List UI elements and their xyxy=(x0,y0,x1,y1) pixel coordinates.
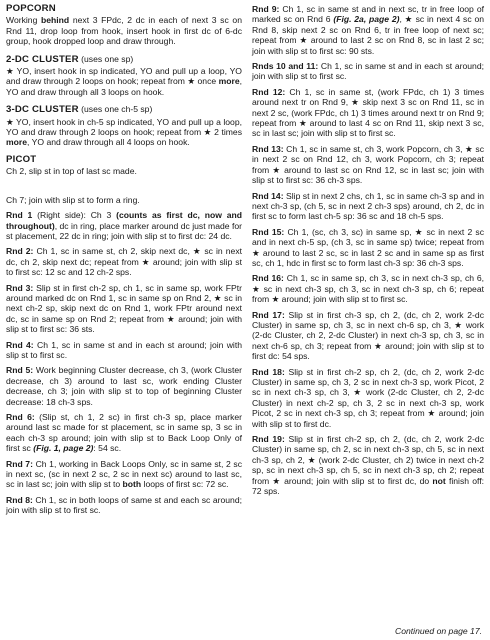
picot-section xyxy=(6,155,242,177)
right-column xyxy=(252,4,484,501)
round-17: Rnd 17: Slip st in first ch-3 sp, ch 2, (dc, ch 2, work 2-dc Cluster) in same sp, ch 3, sc in next ch-6 sp, ch 3, ★ work (2-dc Cluster, ch 2, 2-dc Cluster) in next ch-3 sp, ch 3, sc in next ch-6 sp, ch 3; repeat from ★ around; join with slip st to first dc: 54 sps. xyxy=(252,309,484,362)
dc3-cluster-heading: 3-DC CLUSTER (uses one ch-5 sp) xyxy=(6,104,153,116)
rounds-10-11: Rnds 10 and 11: Ch 1, sc in same st and in each st around; join with slip st to first sc. xyxy=(252,61,484,82)
popcorn-section xyxy=(6,4,242,47)
intro-instruction: Ch 7; join with slip st to form a ring. xyxy=(6,194,140,205)
popcorn-instructions: Working behind next 3 FPdc, 2 dc in each of next 3 sc on Rnd 11, drop loop from hook, insert hook in first dc of 6-dc group, hook dropped loop and draw through. xyxy=(6,15,242,47)
popcorn-heading: POPCORN xyxy=(6,3,56,14)
round-15: Rnd 15: Ch 1, (sc, ch 3, sc) in same sp, ★ sc in next 2 sc and in next ch-5 sp, (ch 3, sc in same sp) twice; repeat from ★ around to last 2 sc, sc in last 2 sc and in same sp as first sc, ch 1, hdc in first sc to form last ch-3 sp: 36 ch-3 sps. xyxy=(252,226,485,268)
round-6: Rnd 6: (Slip st, ch 1, 2 sc) in first ch-3 sp, place marker around last sc made for st placement, sc in same sp, 3 sc in each ch-3 sp around; join with slip st to Back Loop Only of first sc (Fig. 1, page 2): 54 sc. xyxy=(6,412,243,454)
picot-heading: PICOT xyxy=(6,153,37,165)
dc3-cluster-instructions: ★ YO, insert hook in ch-5 sp indicated, YO and pull up a loop, YO and draw through 2 loops on hook; repeat from ★ 2 times more, YO and draw through all 4 loops on hook. xyxy=(6,116,242,148)
continued-note: Continued on page 17. xyxy=(395,625,482,636)
round-18: Rnd 18: Slip st in first ch-2 sp, ch 2, (dc, ch 2, work 2-dc Cluster) in same sp, ch 3, 2 sc in next ch-3 sp, work Picot, 2 sc in next ch-3 sp, ch 3, ★ work (2-dc Cluster, ch 2, 2-dc Cluster) in next ch-2 sp, ch 3, 2 sc in next ch-3 sp, work Picot, 2 sc in next ch-3 sp, ch 3; repeat from ★ around; join with slip st to first dc. xyxy=(252,366,484,429)
round-16: Rnd 16: Ch 1, sc in same sp, ch 3, sc in next ch-3 sp, ch 6, ★ sc in next ch-3 sp, ch 3, sc in next ch-3 sp, ch 6; repeat from ★ around; join with slip st to first sc. xyxy=(252,273,485,305)
dc3-cluster-section xyxy=(6,104,242,148)
round-2: Rnd 2: Ch 1, sc in same st, ch 2, skip next dc, ★ sc in next dc, ch 2, skip next dc; repeat from ★ around; join with slip st to first sc: 12 sc and 12 ch-2 sps. xyxy=(6,246,243,278)
round-13: Rnd 13: Ch 1, sc in same st, ch 3, work Popcorn, ch 3, ★ sc in next 2 sc on Rnd 12, ch 3, work Popcorn, ch 3; repeat from ★ around to last sc on Rnd 12, sc in last sc; join with slip st to first sc: 36 ch-3 sps. xyxy=(252,143,484,186)
round-7: Rnd 7: Ch 1, working in Back Loops Only, sc in same st, 2 sc in next sc, (sc in next 2 sc, 2 sc in next sc) around to last sc, sc in last sc; join with slip st to both loops of first sc: 72 sc. xyxy=(6,458,243,490)
dc2-cluster-heading: 2-DC CLUSTER (uses one sp) xyxy=(6,53,134,65)
round-9: Rnd 9: Ch 1, sc in same st and in next sc, tr in free loop of marked sc on Rnd 6 (Fig. 2a, page 2), ★ sc in next 4 sc on Rnd 8, skip next 2 sc on Rnd 6, tr in free loop of next sc; repeat from ★ around to last 2 sc on Rnd 8, sc in last 2 sc; join with slip st to first sc: 90 sts. xyxy=(252,4,485,56)
round-19: Rnd 19: Slip st in first ch-2 sp, ch 2, (dc, ch 2, work 2-dc Cluster) in same sp, ch 2, sc in next ch-3 sp, ch 5, sc in next ch-3 sp, ch 2, ★ (work 2-dc Cluster, ch 2) twice in next ch-2 sp, sc in next ch-3 sp, ch 5, sc in next ch-3 sp, ch 2; repeat from ★ around; join with slip st to first dc, do not finish off: 72 sps. xyxy=(252,434,485,497)
round-8: Rnd 8: Ch 1, sc in both loops of same st and each sc around; join with slip st to first sc. xyxy=(6,494,242,516)
dc2-cluster-section xyxy=(6,54,242,98)
round-3: Rnd 3: Slip st in first ch-2 sp, ch 1, sc in same sp, work FPtr around marked dc on Rnd 1, sc in same sp on Rnd 2, ★ sc in next ch-2 sp, skip next dc on Rnd 1, work FPtr around next dc, sc in same sp on Rnd 2; repeat from ★ around; join with slip st to first sc: 36 sts. xyxy=(6,282,242,335)
round-1: Rnd 1 (Right side): Ch 3 (counts as first dc, now and throughout), dc in ring, place marker around dc just made for st placement, 22 dc in ring; join with slip st to first dc: 24 dc. xyxy=(6,210,242,241)
round-5: Rnd 5: Work beginning Cluster decrease, ch 3, (work Cluster decrease, ch 3) around to last sc, work ending Cluster decrease, ch 3; join with slip st to top of beginning Cluster decrease: 18 ch-3 sps. xyxy=(6,365,243,407)
dc2-cluster-instructions: ★ YO, insert hook in sp indicated, YO and pull up a loop, YO and draw through 2 loops on hook; repeat from ★ once more, YO and draw through all 3 loops on hook. xyxy=(6,66,242,97)
left-column xyxy=(6,4,242,521)
round-14: Rnd 14: Slip st in next 2 chs, ch 1, sc in same ch-3 sp and in next ch-3 sp, (ch 5, sc in next 2 ch-3 sps) around, ch 2, dc in first sc to form last ch-5 sp: 36 sc and 18 ch-5 sps. xyxy=(252,190,485,222)
picot-instructions: Ch 2, slip st in top of last sc made. xyxy=(6,166,137,177)
round-4: Rnd 4: Ch 1, sc in same st and in each st around; join with slip st to first sc. xyxy=(6,339,243,360)
round-12: Rnd 12: Ch 1, sc in same st, (work FPdc, ch 1) 3 times around next tr on Rnd 9, ★ skip next 3 sc on Rnd 11, sc in next 2 sc, (work FPdc, ch 1) 3 times around next tr on Rnd 9; repeat from ★ around to last 4 sc on Rnd 11, skip next 3 sc, sc in last sc; join with slip st to first sc. xyxy=(252,86,485,139)
